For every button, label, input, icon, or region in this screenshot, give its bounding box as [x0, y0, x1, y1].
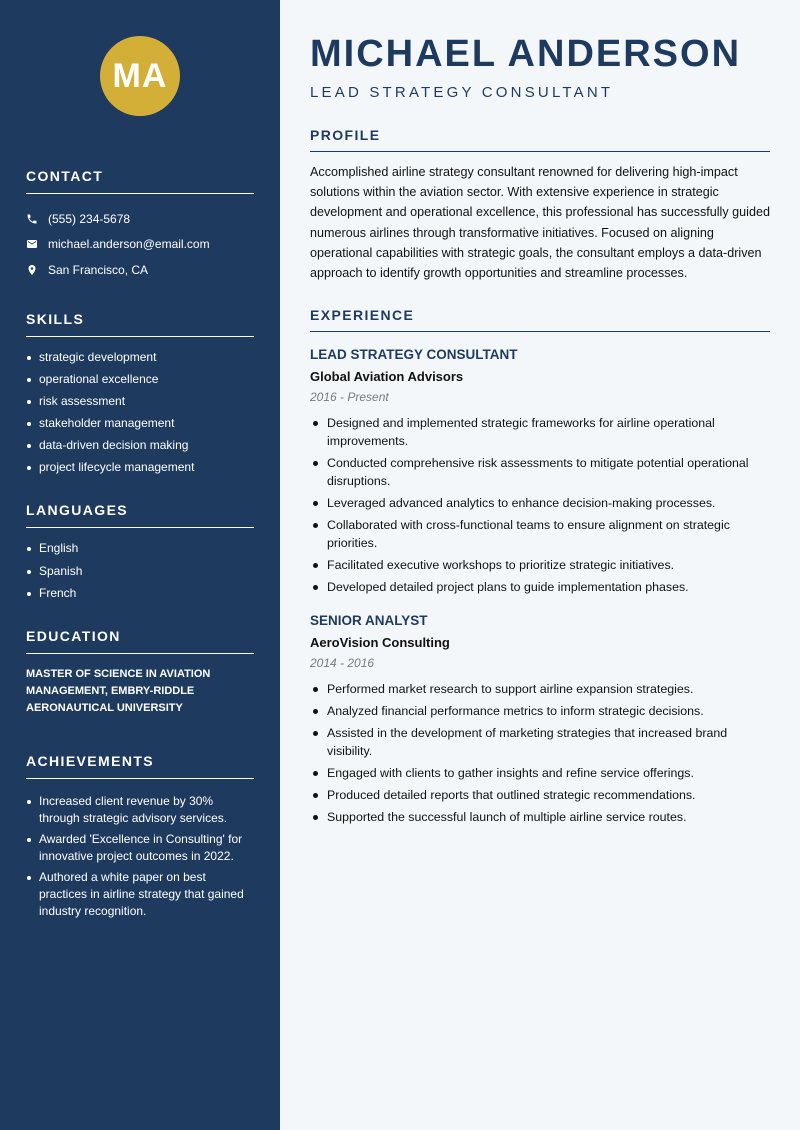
contact-location-text: San Francisco, CA [48, 262, 149, 277]
list-item: Analyzed financial performance metrics to inform strategic decisions. [310, 702, 770, 720]
list-item: Facilitated executive workshops to prioritize strategic initiatives. [310, 556, 770, 574]
job-role: LEAD STRATEGY CONSULTANT [310, 347, 518, 363]
list-item: Engaged with clients to gather insights and refine service offerings. [310, 764, 770, 782]
list-item: Awarded 'Excellence in Consulting' for innovative project outcomes in 2022. [26, 831, 254, 865]
job-bullets [310, 414, 770, 596]
contact-phone-text: (555) 234-5678 [48, 211, 131, 226]
list-item: strategic development [26, 349, 254, 366]
candidate-name: MICHAEL ANDERSON [310, 33, 742, 75]
contact-heading: CONTACT [26, 168, 254, 194]
achievements-list [26, 793, 254, 920]
achievements-heading: ACHIEVEMENTS [26, 753, 254, 779]
languages-section [26, 502, 254, 601]
contact-section [26, 168, 254, 283]
avatar-initials: MA [112, 56, 168, 95]
list-item: Collaborated with cross-functional teams to ensure alignment on strategic priorities. [310, 516, 770, 552]
list-item: data-driven decision making [26, 437, 254, 454]
email-icon [26, 238, 38, 250]
contact-location [26, 257, 254, 283]
list-item: Leveraged advanced analytics to enhance decision-making processes. [310, 494, 770, 512]
list-item: French [26, 585, 254, 602]
list-item: Increased client revenue by 30% through strategic advisory services. [26, 793, 254, 827]
job-dates: 2016 - Present [310, 390, 389, 405]
list-item: Authored a white paper on best practices in airline strategy that gained industry recognition. [26, 869, 254, 920]
list-item: Spanish [26, 563, 254, 580]
list-item: stakeholder management [26, 415, 254, 432]
list-item: Developed detailed project plans to guide implementation phases. [310, 578, 770, 596]
languages-list [26, 540, 254, 601]
job-dates: 2014 - 2016 [310, 656, 375, 671]
job-company: Global Aviation Advisors [310, 369, 464, 385]
contact-phone [26, 206, 254, 232]
list-item: operational excellence [26, 371, 254, 388]
experience-heading: EXPERIENCE [310, 307, 770, 332]
list-item: risk assessment [26, 393, 254, 410]
profile-section [310, 127, 770, 283]
contact-email-text: michael.anderson@email.com [48, 237, 210, 252]
list-item: Supported the successful launch of multiple airline service routes. [310, 808, 770, 826]
sidebar [0, 0, 280, 1130]
education-section [26, 628, 254, 717]
education-heading: EDUCATION [26, 628, 254, 654]
list-item: project lifecycle management [26, 459, 254, 476]
education-degree: MASTER OF SCIENCE IN AVIATION MANAGEMENT, EMBRY-RIDDLE AERONAUTICAL UNIVERSITY [26, 667, 211, 714]
job-entry [310, 346, 770, 596]
skills-list [26, 349, 254, 477]
experience-section [310, 307, 770, 826]
contact-email [26, 232, 254, 258]
list-item: Produced detailed reports that outlined strategic recommendations. [310, 786, 770, 804]
skills-heading: SKILLS [26, 311, 254, 337]
job-entry [310, 612, 770, 826]
job-bullets [310, 680, 770, 826]
phone-icon [26, 213, 38, 225]
languages-heading: LANGUAGES [26, 502, 254, 528]
list-item: Designed and implemented strategic frameworks for airline operational improvements. [310, 414, 770, 450]
profile-text: Accomplished airline strategy consultant renowned for delivering high-impact solutions within the aviation sector. With extensive experience in strategic development and operational excellence, this professional has successfully guided numerous airlines through transformative initiatives. Focused on aligning operational capabilities with strategic goals, the consultant employs a data-driven approach to identify growth opportunities and streamline processes. [310, 165, 770, 281]
candidate-title: LEAD STRATEGY CONSULTANT [310, 84, 614, 101]
list-item: English [26, 540, 254, 557]
achievements-section [26, 753, 254, 920]
avatar [100, 36, 180, 116]
job-company: AeroVision Consulting [310, 635, 450, 651]
list-item: Assisted in the development of marketing strategies that increased brand visibility. [310, 724, 770, 760]
main-content [280, 0, 800, 1130]
location-pin-icon [26, 264, 38, 276]
list-item: Conducted comprehensive risk assessments to mitigate potential operational disruptions. [310, 454, 770, 490]
list-item: Performed market research to support airline expansion strategies. [310, 680, 770, 698]
profile-heading: PROFILE [310, 127, 770, 152]
skills-section [26, 311, 254, 477]
job-role: SENIOR ANALYST [310, 613, 428, 629]
